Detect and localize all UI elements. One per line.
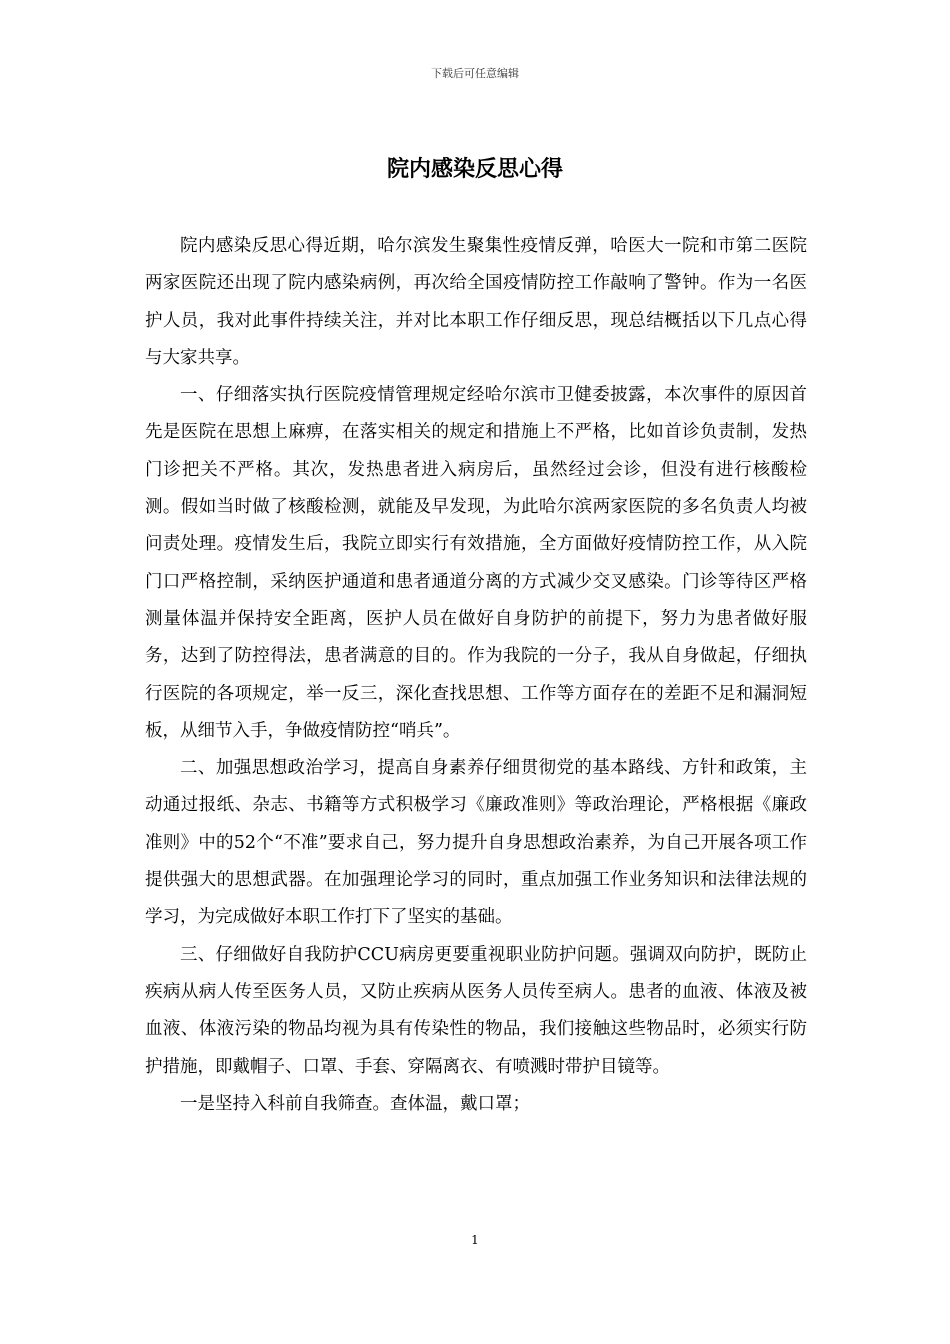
paragraph-item-1: 一是坚持入科前自我筛查。查体温，戴口罩； [180, 1093, 530, 1114]
paragraph-section-3: 三、仔细做好自我防护CCU病房更要重视职业防护问题。强调双向防护，既防止疾病从病人传至医务人员，又防止疾病从医务人员传至病人。患者的血液、体液及被血液、体液污染的物品均视为具有传染性的物品，我们接触这些物品时，必须实行防护措施，即戴帽子、口罩、手套、穿隔离衣、有喷溅时带护目镜等。 [145, 944, 807, 1077]
page-header: 下载后可任意编辑 [431, 67, 519, 80]
document-body [145, 228, 807, 1123]
document-title: 院内感染反思心得 [386, 156, 563, 182]
page-number: 1 [471, 1233, 479, 1247]
paragraph-section-1: 一、仔细落实执行医院疫情管理规定经哈尔滨市卫健委披露，本次事件的原因首先是医院在思想上麻痹，在落实相关的规定和措施上不严格，比如首诊负责制，发热门诊把关不严格。其次，发热患者进入病房后，虽然经过会诊，但没有进行核酸检测。假如当时做了核酸检测，就能及早发现，为此哈尔滨两家医院的多名负责人均被问责处理。疫情发生后，我院立即实行有效措施，全方面做好疫情防控工作，从入院门口严格控制，采纳医护通道和患者通道分离的方式减少交叉感染。门诊等待区严格测量体温并保持安全距离，医护人员在做好自身防护的前提下，努力为患者做好服务，达到了防控得法，患者满意的目的。作为我院的一分子，我从自身做起，仔细执行医院的各项规定，举一反三，深化查找思想、工作等方面存在的差距不足和漏洞短板，从细节入手，争做疫情防控“哨兵”。 [145, 385, 807, 741]
paragraph-section-2: 二、加强思想政治学习，提高自身素养仔细贯彻党的基本路线、方针和政策，主动通过报纸、杂志、书籍等方式积极学习《廉政准则》等政治理论，严格根据《廉政准则》中的52个“不准”要求自己，努力提升自身思想政治素养，为自己开展各项工作提供强大的思想武器。在加强理论学习的同时，重点加强工作业务知识和法律法规的学习，为完成做好本职工作打下了坚实的基础。 [145, 758, 807, 928]
paragraph-intro: 院内感染反思心得近期，哈尔滨发生聚集性疫情反弹，哈医大一院和市第二医院两家医院还出现了院内感染病例，再次给全国疫情防控工作敲响了警钟。作为一名医护人员，我对此事件持续关注，并对比本职工作仔细反思，现总结概括以下几点心得与大家共享。 [145, 236, 807, 368]
